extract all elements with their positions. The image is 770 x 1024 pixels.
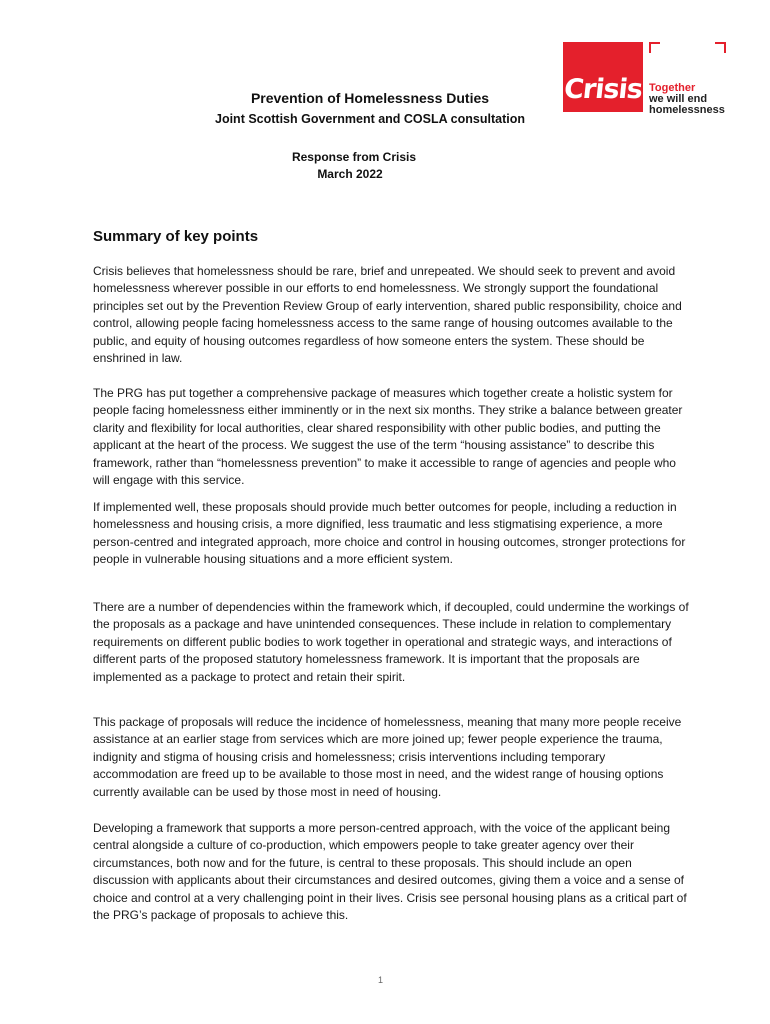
- page-number: 1: [378, 975, 384, 985]
- document-subtitle: Joint Scottish Government and COSLA consultation: [215, 112, 525, 126]
- paragraph: The PRG has put together a comprehensive package of measures which together create a holistic system for people facing homelessness either imminently or in the next six months. They strike a balance between greater clarity and flexibility for local authorities, clear shared responsibility with other public bodies, and putting the applicant at the heart of the process. We suggest the use of the term “housing assistance” to describe this framework, rather than “homelessness prevention” to make it accessible to range of agencies and people who will engage with this service.: [93, 386, 683, 488]
- tagline-line-1: Together: [649, 82, 696, 94]
- response-date: March 2022: [317, 167, 383, 181]
- logo-corner-mark-left: [649, 42, 660, 53]
- document-title: Prevention of Homelessness Duties: [250, 90, 490, 106]
- section-heading: Summary of key points: [93, 228, 259, 245]
- paragraph: Crisis believes that homelessness should be rare, brief and unrepeated. We should seek to prevent and avoid homelessness wherever possible in our efforts to end homelessness. We strongly support the foundational principles set out by the Prevention Review Group of early intervention, shared public responsibility, choice and control, allowing people facing homelessness access to the same range of housing outcomes available to the public, and equity of housing outcomes regardless of how someone enters the system. These should be enshrined in law.: [93, 264, 682, 366]
- paragraph: There are a number of dependencies within the framework which, if decoupled, could undermine the workings of the proposals as a package and have unintended consequences. These include in relation to complementary requirements on different public bodies to work together in operational and strategic ways, and interactions of different parts of the proposed statutory homelessness framework. It is important that the proposals are implemented as a package to protect and retain their spirit.: [93, 600, 689, 684]
- logo-brand-text: Crisis: [562, 74, 644, 105]
- tagline-line-3: homelessness: [649, 104, 725, 116]
- paragraph: Developing a framework that supports a more person-centred approach, with the voice of the applicant being central alongside a culture of co-production, which empowers people to take greater agency over their circumstances, both now and for the future, is central to these proposals. This should include an open discussion with applicants about their circumstances and desired outcomes, giving them a voice and a sense of choice and control at a very challenging point in their lives. Crisis see personal housing plans as a critical part of the PRG’s package of proposals to achieve this.: [93, 821, 687, 923]
- logo-corner-mark-right: [715, 42, 726, 53]
- logo-tagline: [649, 83, 759, 116]
- tagline-line-2: we will end: [649, 93, 708, 105]
- response-from: Response from Crisis: [291, 150, 417, 164]
- paragraph: If implemented well, these proposals should provide much better outcomes for people, including a reduction in homelessness and housing crisis, a more dignified, less traumatic and less stigmatising experience, a more person-centred and integrated approach, more choice and control in housing outcomes, stronger protections for people in vulnerable housing situations and a more efficient system.: [93, 500, 686, 567]
- paragraph: This package of proposals will reduce the incidence of homelessness, meaning that many more people receive assistance at an earlier stage from services which are more joined up; fewer people experience the trauma, indignity and stigma of housing crisis and homelessness; crisis interventions including temporary accommodation are freed up to be available to those most in need, and the widest range of housing options currently available can be used by those most in need of housing.: [93, 715, 682, 799]
- crisis-logo: [563, 42, 643, 112]
